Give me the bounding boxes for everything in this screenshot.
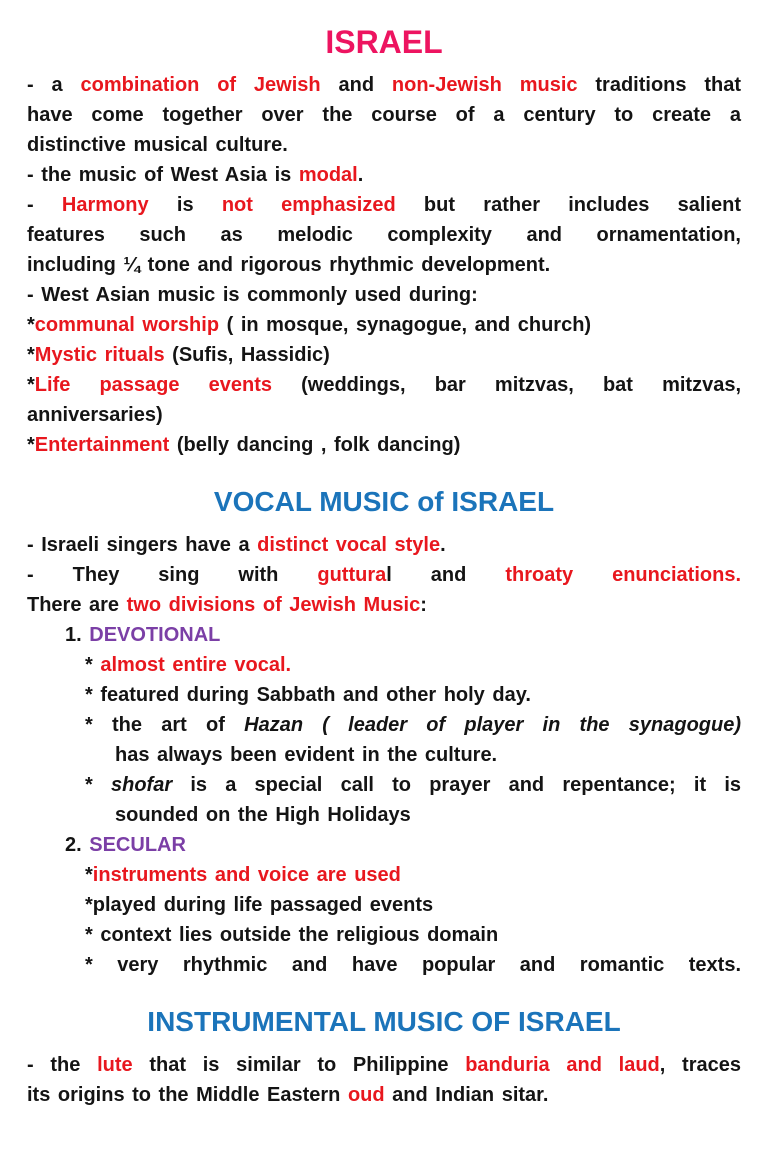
page-title: ISRAEL (325, 24, 443, 60)
text-line (27, 130, 741, 160)
text-segment: * (27, 314, 35, 336)
text-line (27, 340, 741, 370)
text-line (27, 310, 741, 340)
text-line (27, 860, 741, 890)
text-line (27, 770, 741, 800)
text-segment: ( in mosque, synagogue, and church) (219, 314, 592, 336)
text-segment: Entertainment (34, 434, 170, 456)
text-segment: (weddings, bar mitzvas, bat mitzvas, (272, 374, 742, 396)
text-segment: that is similar to Philippine (132, 1054, 466, 1076)
text-line (27, 800, 741, 830)
text-line (27, 1050, 741, 1080)
text-segment: is a special call to prayer and repentance; it is (172, 774, 742, 796)
text-segment: - the (27, 1054, 98, 1076)
text-segment: communal worship (34, 314, 220, 336)
text-segment: 2. (65, 834, 90, 856)
text-segment: Hazan ( leader of player in the synagogue) (244, 714, 741, 736)
text-segment: oud (347, 1084, 385, 1106)
text-segment: (belly dancing , folk dancing) (169, 434, 461, 456)
text-segment: - They sing with (27, 564, 318, 586)
text-segment: instruments and voice are used (92, 864, 401, 886)
text-segment: * (27, 434, 35, 456)
text-segment: . (357, 164, 364, 186)
text-segment: Life passage events (34, 374, 273, 396)
text-line (27, 710, 741, 740)
text-segment: There are (27, 594, 127, 616)
text-segment: lute (97, 1054, 133, 1076)
section-heading: INSTRUMENTAL MUSIC OF ISRAEL (147, 1006, 621, 1037)
text-line (27, 220, 741, 250)
text-segment: 1. (65, 624, 90, 646)
text-segment: including ¼ tone and rigorous rhythmic development. (27, 254, 551, 276)
text-segment: *played during life passaged events (85, 894, 434, 916)
text-segment: Harmony (61, 194, 149, 216)
text-segment: * (27, 344, 35, 366)
text-segment: : (420, 594, 427, 616)
text-segment: * (85, 654, 101, 676)
text-segment: * featured during Sabbath and other holy day. (85, 684, 531, 706)
text-segment: - Israeli singers have a (27, 534, 258, 556)
text-line (27, 620, 741, 650)
text-segment: modal (298, 164, 358, 186)
text-segment: , traces (659, 1054, 741, 1076)
text-line (27, 370, 741, 400)
text-line (27, 830, 741, 860)
text-line (27, 280, 741, 310)
text-segment: - the music of West Asia is (27, 164, 299, 186)
text-segment: * (27, 374, 35, 396)
text-segment: - (27, 194, 62, 216)
text-segment: . (440, 534, 446, 556)
text-line (27, 560, 741, 590)
text-line (27, 740, 741, 770)
text-segment: * very rhythmic and have popular and romantic texts. (85, 954, 741, 976)
text-segment: * the art of (85, 714, 245, 736)
text-segment: two divisions of Jewish Music (126, 594, 421, 616)
text-line (27, 530, 741, 560)
text-segment: throaty enunciations. (505, 564, 741, 586)
text-segment: banduria and laud (465, 1054, 660, 1076)
text-segment: is (148, 194, 222, 216)
text-segment: * (85, 774, 111, 796)
text-line (27, 680, 741, 710)
text-line (27, 890, 741, 920)
text-line (27, 160, 741, 190)
text-line (27, 400, 741, 430)
text-segment: almost entire vocal. (100, 654, 292, 676)
text-segment: shofar (111, 774, 173, 796)
text-segment: sounded on the High Holidays (115, 804, 411, 826)
text-segment: SECULAR (89, 834, 186, 856)
text-line (27, 100, 741, 130)
text-segment: - a (27, 74, 81, 96)
text-segment: DEVOTIONAL (89, 624, 221, 646)
text-segment: guttura (317, 564, 387, 586)
text-line (27, 190, 741, 220)
text-segment: distinct vocal style (257, 534, 441, 556)
text-line (27, 250, 741, 280)
text-segment: have come together over the course of a century to create a (27, 104, 741, 126)
text-segment: traditions that (577, 74, 742, 96)
text-segment: Mystic rituals (34, 344, 165, 366)
text-segment: - West Asian music is commonly used during: (27, 284, 478, 306)
text-line (27, 1080, 741, 1110)
text-segment: combination of Jewish (80, 74, 321, 96)
text-segment: * context lies outside the religious domain (85, 924, 499, 946)
text-segment: (Sufis, Hassidic) (164, 344, 330, 366)
text-line (27, 650, 741, 680)
text-segment: features such as melodic complexity and ornamentation, (27, 224, 741, 246)
text-line (27, 950, 741, 980)
text-segment: distinctive musical culture. (27, 134, 288, 156)
text-line (27, 920, 741, 950)
text-segment: its origins to the Middle Eastern (27, 1084, 348, 1106)
text-segment: has always been evident in the culture. (115, 744, 498, 766)
text-segment: non-Jewish music (391, 74, 578, 96)
text-segment: and (320, 74, 392, 96)
text-segment: but rather includes salient (395, 194, 741, 216)
section-heading: VOCAL MUSIC of ISRAEL (213, 486, 555, 517)
text-line (27, 70, 741, 100)
text-line (27, 590, 741, 620)
text-segment: and Indian sitar. (384, 1084, 549, 1106)
text-segment: * (85, 864, 93, 886)
text-line (27, 430, 741, 460)
text-segment: anniversaries) (27, 404, 163, 426)
text-segment: l and (386, 564, 506, 586)
text-segment: not emphasized (221, 194, 396, 216)
